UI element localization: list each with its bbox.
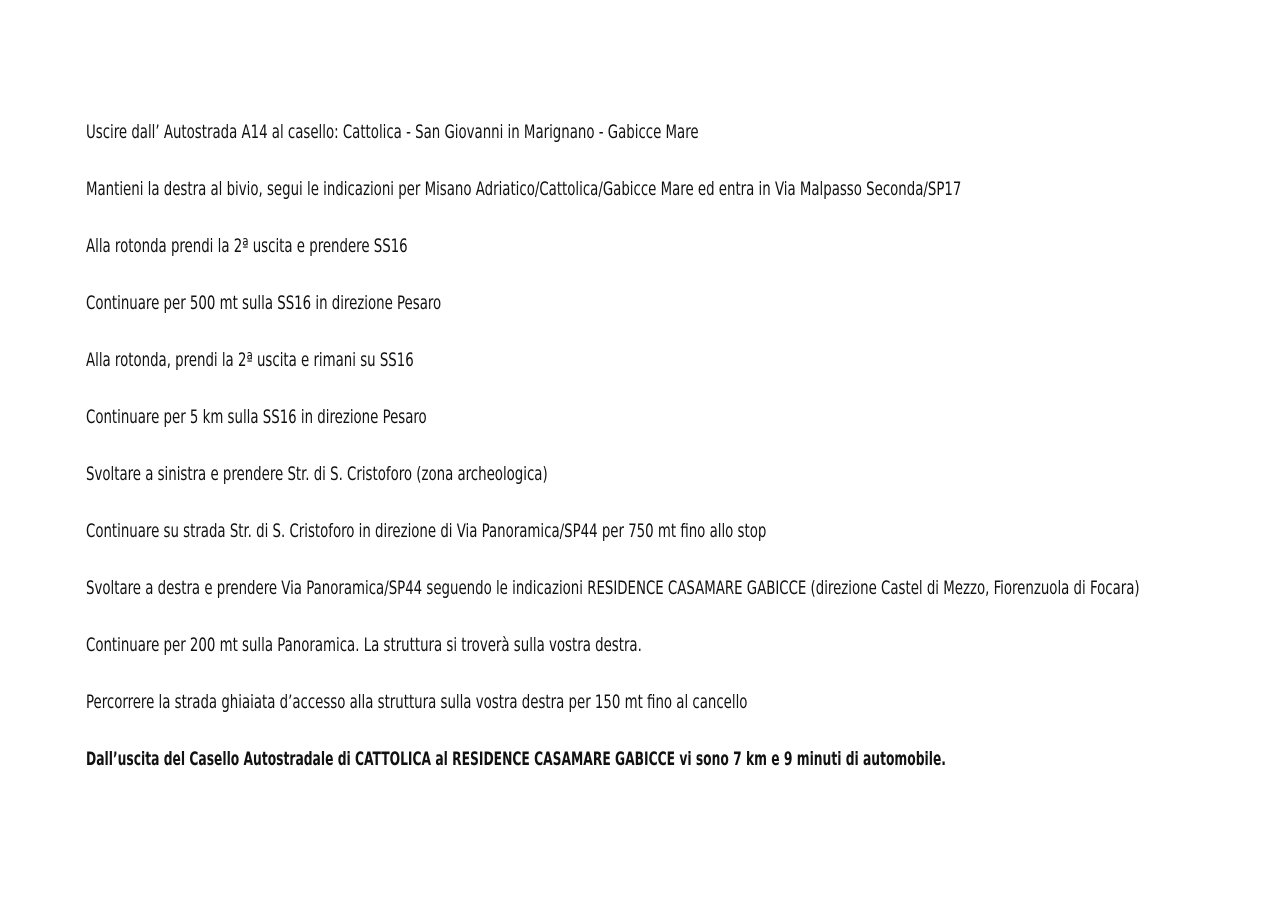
distance-summary: Dall’uscita del Casello Autostradale di CATTOLICA al RESIDENCE CASAMARE GABICCE vi sono 7 km e 9 minuti di automobile. xyxy=(86,748,946,770)
direction-step-6: Continuare per 5 km sulla SS16 in direzione Pesaro xyxy=(86,406,427,428)
direction-step-5: Alla rotonda, prendi la 2ª uscita e rimani su SS16 xyxy=(86,349,414,371)
direction-step-3: Alla rotonda prendi la 2ª uscita e prendere SS16 xyxy=(86,235,408,257)
direction-step-10: Continuare per 200 mt sulla Panoramica. La struttura si troverà sulla vostra destra. xyxy=(86,634,642,656)
direction-step-2: Mantieni la destra al bivio, segui le indicazioni per Misano Adriatico/Cattolica/Gabicce Mare ed entra in Via Malpasso Seconda/SP17 xyxy=(86,178,962,200)
direction-step-7: Svoltare a sinistra e prendere Str. di S. Cristoforo (zona archeologica) xyxy=(86,463,548,485)
direction-step-4: Continuare per 500 mt sulla SS16 in direzione Pesaro xyxy=(86,292,442,314)
directions-list xyxy=(86,118,1206,774)
direction-step-8: Continuare su strada Str. di S. Cristoforo in direzione di Via Panoramica/SP44 per 750 mt fino allo stop xyxy=(86,520,767,542)
direction-step-1: Uscire dall’ Autostrada A14 al casello: Cattolica - San Giovanni in Marignano - Gabicce Mare xyxy=(86,121,699,143)
direction-step-9: Svoltare a destra e prendere Via Panoramica/SP44 seguendo le indicazioni RESIDENCE CASAMARE GABICCE (direzione Castel di Mezzo, Fiorenzuola di Focara) xyxy=(86,577,1140,599)
direction-step-11: Percorrere la strada ghiaiata d’accesso alla struttura sulla vostra destra per 150 mt fino al cancello xyxy=(86,691,748,713)
